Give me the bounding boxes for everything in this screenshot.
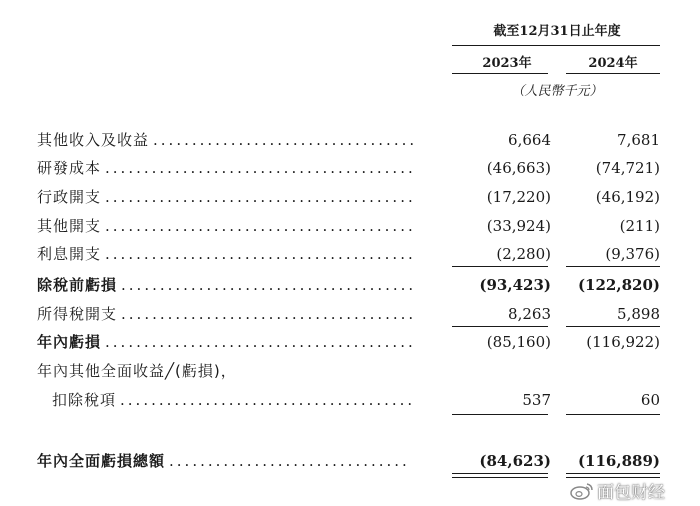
- value-2024: 60: [640, 391, 660, 409]
- row-other-income: [0, 128, 700, 152]
- loss-rule-2024: [566, 326, 660, 327]
- value-2023: (93,423): [479, 276, 551, 294]
- total-double-rule-2023-top: [452, 473, 548, 474]
- value-2024: (46,192): [595, 188, 660, 206]
- row-interest-expense: [0, 242, 700, 266]
- row-oci-heading: [0, 359, 700, 383]
- loss-rule-2023: [452, 326, 548, 327]
- row-label: 扣除稅項 ......................................: [52, 391, 416, 409]
- subtotal-rule-2024: [566, 266, 660, 267]
- unit-label: （人民幣千元）: [511, 84, 603, 99]
- value-2024: 7,681: [617, 131, 660, 149]
- value-2024: (211): [619, 217, 660, 235]
- value-2023: 6,664: [508, 131, 551, 149]
- row-label: 所得稅開支 ......................................: [37, 305, 417, 323]
- row-label: 行政開支 ........................................: [37, 188, 416, 206]
- value-2023: (84,623): [479, 452, 551, 470]
- value-2024: 5,898: [617, 305, 660, 323]
- value-2024: (116,889): [577, 452, 660, 470]
- row-label: 年內虧損 ........................................: [37, 333, 416, 351]
- value-2024: (9,376): [605, 245, 660, 263]
- oci-rule-2024: [566, 414, 660, 415]
- value-2023: 8,263: [508, 305, 551, 323]
- row-income-tax: [0, 302, 700, 326]
- oci-rule-2023: [452, 414, 548, 415]
- row-oci-net-of-tax: [0, 388, 700, 412]
- subtotal-rule-2023: [452, 266, 548, 267]
- row-label: 研發成本 ........................................: [37, 159, 416, 177]
- value-2024: (74,721): [595, 159, 660, 177]
- watermark-text: 面包财经: [597, 483, 665, 503]
- row-label: 其他收入及收益 ..................................: [37, 131, 418, 149]
- value-2024: (122,820): [577, 276, 660, 294]
- row-label: 年內其他全面收益╱(虧損)，: [37, 362, 237, 380]
- total-double-rule-2024-top: [566, 473, 660, 474]
- weibo-logo-icon: [570, 482, 594, 500]
- value-2023: 537: [522, 391, 551, 409]
- year-2023-rule: [452, 73, 548, 74]
- watermark: [570, 478, 665, 503]
- row-total-comprehensive-loss: [0, 449, 700, 473]
- row-rd-cost: [0, 156, 700, 180]
- value-2023: (17,220): [486, 188, 551, 206]
- row-label: 年內全面虧損總額 ...............................: [37, 452, 410, 470]
- row-label: 利息開支 ........................................: [37, 245, 416, 263]
- year-2023-header: 2023年: [482, 56, 532, 71]
- row-other-expense: [0, 214, 700, 238]
- value-2023: (85,160): [486, 333, 551, 351]
- value-2023: (46,663): [486, 159, 551, 177]
- row-admin-expense: [0, 185, 700, 209]
- row-loss-for-year: [0, 330, 700, 354]
- year-2024-rule: [566, 73, 660, 74]
- row-loss-before-tax: [0, 273, 700, 297]
- period-header: 截至12月31日止年度: [493, 24, 621, 39]
- row-label: 其他開支 ........................................: [37, 217, 416, 235]
- total-double-rule-2023-bottom: [452, 477, 548, 478]
- value-2023: (2,280): [496, 245, 551, 263]
- period-rule: [452, 45, 660, 46]
- value-2023: (33,924): [486, 217, 551, 235]
- row-label: 除稅前虧損 ......................................: [37, 276, 417, 294]
- value-2024: (116,922): [586, 333, 660, 351]
- year-2024-header: 2024年: [588, 56, 638, 71]
